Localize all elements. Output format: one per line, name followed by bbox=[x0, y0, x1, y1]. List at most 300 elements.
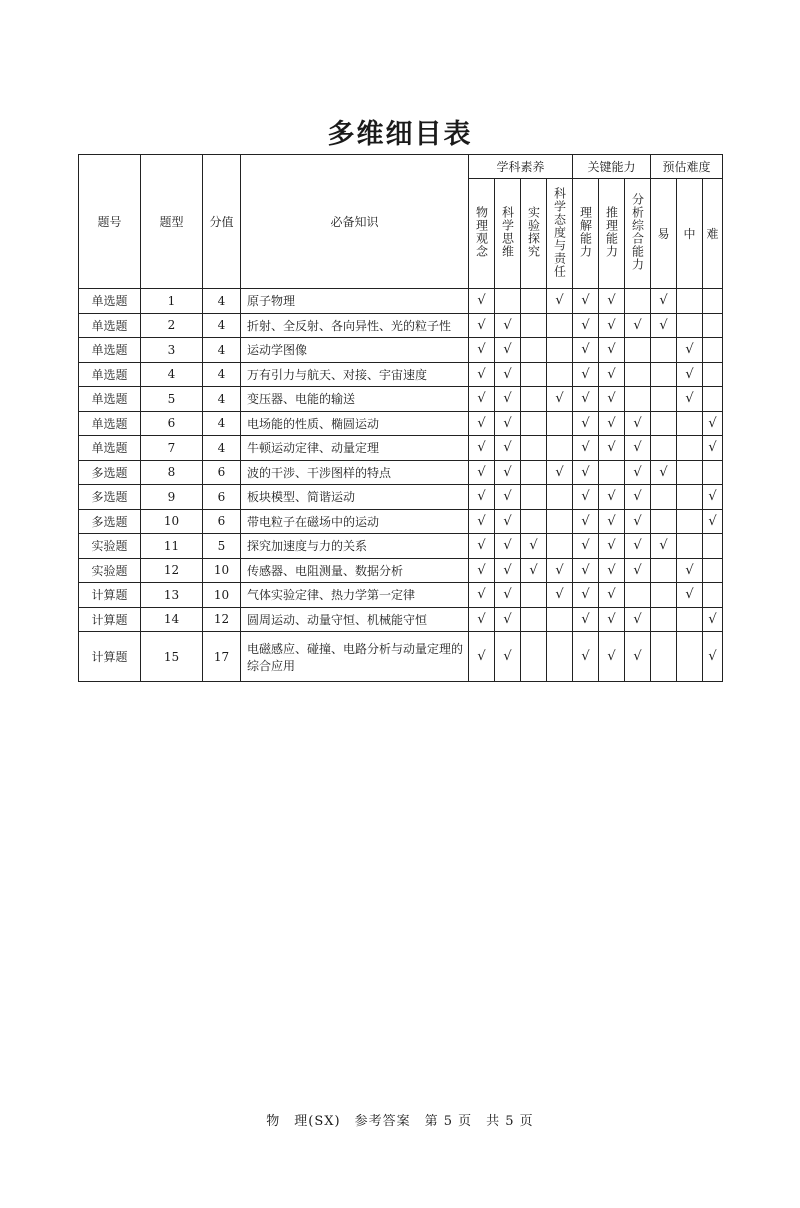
check-cell bbox=[469, 534, 495, 559]
question-number-cell: 7 bbox=[141, 436, 203, 461]
question-number-cell: 9 bbox=[141, 485, 203, 510]
check-mark: √ bbox=[477, 440, 486, 456]
check-cell bbox=[625, 534, 651, 559]
check-cell bbox=[521, 436, 547, 461]
check-cell bbox=[599, 485, 625, 510]
check-mark: √ bbox=[477, 489, 486, 505]
header-sub: 科学态度与责任 bbox=[547, 179, 573, 289]
check-cell bbox=[703, 558, 723, 583]
header-sub: 分析综合能力 bbox=[625, 179, 651, 289]
check-cell bbox=[547, 362, 573, 387]
score-cell: 4 bbox=[203, 338, 241, 363]
check-cell bbox=[703, 436, 723, 461]
question-type-cell: 多选题 bbox=[79, 485, 141, 510]
question-type-cell: 单选题 bbox=[79, 289, 141, 314]
check-cell bbox=[599, 387, 625, 412]
check-mark: √ bbox=[581, 317, 590, 333]
check-mark: √ bbox=[503, 415, 512, 431]
check-cell bbox=[625, 313, 651, 338]
check-cell bbox=[651, 313, 677, 338]
check-mark: √ bbox=[708, 415, 717, 431]
check-cell bbox=[469, 289, 495, 314]
check-cell bbox=[703, 632, 723, 682]
check-cell bbox=[677, 583, 703, 608]
knowledge-cell: 板块模型、简谐运动 bbox=[241, 485, 469, 510]
table-row bbox=[79, 485, 723, 510]
check-mark: √ bbox=[503, 587, 512, 603]
knowledge-cell: 传感器、电阻测量、数据分析 bbox=[241, 558, 469, 583]
score-cell: 4 bbox=[203, 289, 241, 314]
question-type-cell: 多选题 bbox=[79, 460, 141, 485]
check-cell bbox=[573, 485, 599, 510]
check-cell bbox=[573, 411, 599, 436]
check-cell bbox=[677, 632, 703, 682]
check-mark: √ bbox=[685, 391, 694, 407]
check-cell bbox=[573, 583, 599, 608]
check-cell bbox=[469, 362, 495, 387]
check-cell bbox=[547, 338, 573, 363]
check-mark: √ bbox=[503, 366, 512, 382]
check-mark: √ bbox=[607, 587, 616, 603]
check-cell bbox=[495, 607, 521, 632]
knowledge-cell: 原子物理 bbox=[241, 289, 469, 314]
question-number-cell: 13 bbox=[141, 583, 203, 608]
question-number-cell: 1 bbox=[141, 289, 203, 314]
specification-table bbox=[78, 154, 723, 682]
check-cell bbox=[495, 289, 521, 314]
check-cell bbox=[495, 509, 521, 534]
question-number-cell: 4 bbox=[141, 362, 203, 387]
question-type-cell: 多选题 bbox=[79, 509, 141, 534]
check-cell bbox=[521, 362, 547, 387]
score-cell: 4 bbox=[203, 411, 241, 436]
check-cell bbox=[521, 632, 547, 682]
check-cell bbox=[469, 387, 495, 412]
check-mark: √ bbox=[607, 513, 616, 529]
check-cell bbox=[703, 289, 723, 314]
check-cell bbox=[651, 387, 677, 412]
check-cell bbox=[651, 583, 677, 608]
knowledge-cell: 牛顿运动定律、动量定理 bbox=[241, 436, 469, 461]
knowledge-cell: 电场能的性质、椭圆运动 bbox=[241, 411, 469, 436]
check-mark: √ bbox=[581, 391, 590, 407]
check-cell bbox=[469, 607, 495, 632]
check-cell bbox=[677, 411, 703, 436]
check-mark: √ bbox=[503, 464, 512, 480]
check-mark: √ bbox=[477, 562, 486, 578]
check-cell bbox=[599, 534, 625, 559]
table-row bbox=[79, 632, 723, 682]
check-mark: √ bbox=[633, 440, 642, 456]
question-number-cell: 15 bbox=[141, 632, 203, 682]
check-cell bbox=[469, 509, 495, 534]
check-cell bbox=[625, 583, 651, 608]
check-cell bbox=[469, 411, 495, 436]
check-cell bbox=[547, 313, 573, 338]
check-cell bbox=[573, 338, 599, 363]
check-mark: √ bbox=[581, 415, 590, 431]
question-number-cell: 8 bbox=[141, 460, 203, 485]
check-mark: √ bbox=[607, 562, 616, 578]
check-mark: √ bbox=[708, 513, 717, 529]
check-cell bbox=[521, 387, 547, 412]
check-cell bbox=[469, 436, 495, 461]
check-cell bbox=[521, 485, 547, 510]
header-sub: 实验探究 bbox=[521, 179, 547, 289]
check-cell bbox=[677, 485, 703, 510]
check-cell bbox=[677, 313, 703, 338]
knowledge-cell: 折射、全反射、各向异性、光的粒子性 bbox=[241, 313, 469, 338]
check-cell bbox=[677, 509, 703, 534]
check-cell bbox=[521, 313, 547, 338]
check-cell bbox=[599, 362, 625, 387]
check-mark: √ bbox=[529, 538, 538, 554]
check-mark: √ bbox=[581, 562, 590, 578]
check-cell bbox=[573, 436, 599, 461]
check-mark: √ bbox=[503, 538, 512, 554]
check-mark: √ bbox=[708, 649, 717, 664]
check-cell bbox=[625, 436, 651, 461]
check-cell bbox=[573, 362, 599, 387]
check-mark: √ bbox=[555, 464, 564, 480]
check-mark: √ bbox=[477, 464, 486, 480]
check-cell bbox=[651, 485, 677, 510]
check-cell bbox=[469, 558, 495, 583]
header-number: 题号 bbox=[79, 155, 141, 289]
check-cell bbox=[703, 509, 723, 534]
check-mark: √ bbox=[581, 587, 590, 603]
check-cell bbox=[469, 485, 495, 510]
check-mark: √ bbox=[633, 489, 642, 505]
question-type-cell: 计算题 bbox=[79, 632, 141, 682]
check-cell bbox=[599, 509, 625, 534]
score-cell: 17 bbox=[203, 632, 241, 682]
check-cell bbox=[573, 607, 599, 632]
check-cell bbox=[677, 558, 703, 583]
check-cell bbox=[703, 362, 723, 387]
check-mark: √ bbox=[685, 587, 694, 603]
question-number-cell: 11 bbox=[141, 534, 203, 559]
check-cell bbox=[625, 632, 651, 682]
check-cell bbox=[495, 362, 521, 387]
check-mark: √ bbox=[633, 649, 642, 664]
check-cell bbox=[547, 460, 573, 485]
check-mark: √ bbox=[708, 611, 717, 627]
check-mark: √ bbox=[503, 342, 512, 358]
table-row bbox=[79, 509, 723, 534]
check-mark: √ bbox=[529, 562, 538, 578]
question-type-cell: 实验题 bbox=[79, 558, 141, 583]
check-cell bbox=[651, 607, 677, 632]
question-type-cell: 单选题 bbox=[79, 362, 141, 387]
check-mark: √ bbox=[555, 293, 564, 309]
check-cell bbox=[495, 460, 521, 485]
check-cell bbox=[703, 607, 723, 632]
check-cell bbox=[703, 460, 723, 485]
check-cell bbox=[677, 607, 703, 632]
check-cell bbox=[573, 289, 599, 314]
check-mark: √ bbox=[581, 513, 590, 529]
check-mark: √ bbox=[581, 538, 590, 554]
check-cell bbox=[521, 583, 547, 608]
check-mark: √ bbox=[708, 440, 717, 456]
check-cell bbox=[547, 387, 573, 412]
check-mark: √ bbox=[607, 415, 616, 431]
question-type-cell: 单选题 bbox=[79, 436, 141, 461]
check-mark: √ bbox=[659, 293, 668, 309]
score-cell: 4 bbox=[203, 362, 241, 387]
question-number-cell: 10 bbox=[141, 509, 203, 534]
check-cell bbox=[599, 436, 625, 461]
check-cell bbox=[651, 534, 677, 559]
check-cell bbox=[599, 313, 625, 338]
check-mark: √ bbox=[581, 611, 590, 627]
check-cell bbox=[573, 534, 599, 559]
header-score: 分值 bbox=[203, 155, 241, 289]
knowledge-cell: 万有引力与航天、对接、宇宙速度 bbox=[241, 362, 469, 387]
check-mark: √ bbox=[581, 649, 590, 664]
check-cell bbox=[521, 558, 547, 583]
check-cell bbox=[651, 509, 677, 534]
question-type-cell: 单选题 bbox=[79, 338, 141, 363]
check-cell bbox=[495, 411, 521, 436]
check-mark: √ bbox=[581, 440, 590, 456]
check-cell bbox=[573, 313, 599, 338]
check-cell bbox=[599, 289, 625, 314]
check-cell bbox=[703, 338, 723, 363]
check-cell bbox=[677, 534, 703, 559]
check-cell bbox=[573, 632, 599, 682]
check-cell bbox=[495, 534, 521, 559]
question-number-cell: 2 bbox=[141, 313, 203, 338]
check-cell bbox=[521, 289, 547, 314]
check-cell bbox=[625, 509, 651, 534]
check-cell bbox=[573, 460, 599, 485]
question-number-cell: 6 bbox=[141, 411, 203, 436]
check-cell bbox=[651, 289, 677, 314]
check-mark: √ bbox=[503, 611, 512, 627]
check-cell bbox=[677, 387, 703, 412]
check-mark: √ bbox=[607, 489, 616, 505]
check-mark: √ bbox=[607, 342, 616, 358]
header-sub: 难 bbox=[703, 179, 723, 289]
check-cell bbox=[469, 313, 495, 338]
check-cell bbox=[469, 338, 495, 363]
check-cell bbox=[599, 411, 625, 436]
check-mark: √ bbox=[685, 562, 694, 578]
check-cell bbox=[677, 436, 703, 461]
check-cell bbox=[547, 485, 573, 510]
check-cell bbox=[521, 534, 547, 559]
check-mark: √ bbox=[477, 317, 486, 333]
header-knowledge: 必备知识 bbox=[241, 155, 469, 289]
check-cell bbox=[495, 632, 521, 682]
check-cell bbox=[547, 607, 573, 632]
check-cell bbox=[599, 632, 625, 682]
check-mark: √ bbox=[581, 293, 590, 309]
score-cell: 4 bbox=[203, 436, 241, 461]
check-cell bbox=[651, 558, 677, 583]
header-type: 题型 bbox=[141, 155, 203, 289]
table-row bbox=[79, 534, 723, 559]
knowledge-cell: 带电粒子在磁场中的运动 bbox=[241, 509, 469, 534]
check-mark: √ bbox=[607, 366, 616, 382]
check-cell bbox=[495, 338, 521, 363]
check-mark: √ bbox=[633, 415, 642, 431]
check-mark: √ bbox=[477, 415, 486, 431]
check-cell bbox=[469, 460, 495, 485]
check-cell bbox=[599, 558, 625, 583]
check-cell bbox=[495, 558, 521, 583]
check-cell bbox=[495, 436, 521, 461]
header-sub: 科学思维 bbox=[495, 179, 521, 289]
knowledge-cell: 探究加速度与力的关系 bbox=[241, 534, 469, 559]
check-cell bbox=[677, 338, 703, 363]
header-group-literacy: 学科素养 bbox=[469, 155, 573, 179]
check-cell bbox=[495, 583, 521, 608]
question-type-cell: 计算题 bbox=[79, 583, 141, 608]
check-mark: √ bbox=[659, 464, 668, 480]
header-group-difficulty: 预估难度 bbox=[651, 155, 723, 179]
check-mark: √ bbox=[607, 293, 616, 309]
score-cell: 4 bbox=[203, 387, 241, 412]
header-sub: 中 bbox=[677, 179, 703, 289]
score-cell: 10 bbox=[203, 583, 241, 608]
check-mark: √ bbox=[503, 649, 512, 664]
check-mark: √ bbox=[555, 562, 564, 578]
check-mark: √ bbox=[685, 342, 694, 358]
check-mark: √ bbox=[633, 464, 642, 480]
check-cell bbox=[547, 632, 573, 682]
table-row bbox=[79, 436, 723, 461]
check-cell bbox=[521, 607, 547, 632]
check-mark: √ bbox=[607, 317, 616, 333]
header-sub: 推理能力 bbox=[599, 179, 625, 289]
check-cell bbox=[547, 534, 573, 559]
check-cell bbox=[703, 313, 723, 338]
check-mark: √ bbox=[477, 538, 486, 554]
check-cell bbox=[521, 338, 547, 363]
table-row bbox=[79, 313, 723, 338]
table-row bbox=[79, 558, 723, 583]
question-type-cell: 单选题 bbox=[79, 313, 141, 338]
table-row bbox=[79, 607, 723, 632]
table-row bbox=[79, 338, 723, 363]
check-cell bbox=[547, 289, 573, 314]
table-row bbox=[79, 460, 723, 485]
table-row bbox=[79, 387, 723, 412]
check-mark: √ bbox=[607, 391, 616, 407]
check-mark: √ bbox=[633, 317, 642, 333]
question-type-cell: 单选题 bbox=[79, 387, 141, 412]
check-mark: √ bbox=[555, 587, 564, 603]
check-mark: √ bbox=[503, 562, 512, 578]
check-mark: √ bbox=[633, 562, 642, 578]
table-row bbox=[79, 583, 723, 608]
check-cell bbox=[573, 509, 599, 534]
check-mark: √ bbox=[685, 366, 694, 382]
check-mark: √ bbox=[633, 513, 642, 529]
score-cell: 5 bbox=[203, 534, 241, 559]
check-mark: √ bbox=[607, 440, 616, 456]
check-cell bbox=[495, 387, 521, 412]
check-cell bbox=[625, 338, 651, 363]
score-cell: 10 bbox=[203, 558, 241, 583]
check-mark: √ bbox=[477, 611, 486, 627]
check-cell bbox=[651, 411, 677, 436]
check-cell bbox=[703, 485, 723, 510]
check-cell bbox=[495, 313, 521, 338]
table-row bbox=[79, 362, 723, 387]
check-cell bbox=[651, 460, 677, 485]
check-mark: √ bbox=[477, 342, 486, 358]
check-mark: √ bbox=[708, 489, 717, 505]
header-sub: 易 bbox=[651, 179, 677, 289]
check-mark: √ bbox=[607, 649, 616, 664]
check-cell bbox=[651, 338, 677, 363]
check-cell bbox=[547, 436, 573, 461]
table-row bbox=[79, 411, 723, 436]
check-cell bbox=[625, 485, 651, 510]
check-cell bbox=[677, 362, 703, 387]
check-mark: √ bbox=[477, 587, 486, 603]
table-row bbox=[79, 289, 723, 314]
question-type-cell: 计算题 bbox=[79, 607, 141, 632]
header-sub: 理解能力 bbox=[573, 179, 599, 289]
check-mark: √ bbox=[477, 513, 486, 529]
check-cell bbox=[625, 289, 651, 314]
check-cell bbox=[651, 436, 677, 461]
check-cell bbox=[547, 509, 573, 534]
check-mark: √ bbox=[503, 391, 512, 407]
check-cell bbox=[625, 411, 651, 436]
check-mark: √ bbox=[503, 513, 512, 529]
check-mark: √ bbox=[633, 538, 642, 554]
check-cell bbox=[625, 460, 651, 485]
check-mark: √ bbox=[477, 366, 486, 382]
check-mark: √ bbox=[477, 391, 486, 407]
knowledge-cell: 圆周运动、动量守恒、机械能守恒 bbox=[241, 607, 469, 632]
check-mark: √ bbox=[607, 538, 616, 554]
question-number-cell: 12 bbox=[141, 558, 203, 583]
check-cell bbox=[521, 509, 547, 534]
check-cell bbox=[573, 387, 599, 412]
check-mark: √ bbox=[581, 342, 590, 358]
knowledge-cell: 电磁感应、碰撞、电路分析与动量定理的综合应用 bbox=[241, 632, 469, 682]
page-footer: 物 理(SX) 参考答案 第 5 页 共 5 页 bbox=[266, 1114, 534, 1129]
check-mark: √ bbox=[581, 366, 590, 382]
question-type-cell: 实验题 bbox=[79, 534, 141, 559]
check-cell bbox=[625, 387, 651, 412]
check-cell bbox=[703, 387, 723, 412]
question-type-cell: 单选题 bbox=[79, 411, 141, 436]
check-mark: √ bbox=[477, 649, 486, 664]
page-title: 多维细目表 bbox=[327, 119, 473, 150]
check-mark: √ bbox=[659, 538, 668, 554]
header-group-ability: 关键能力 bbox=[573, 155, 651, 179]
knowledge-cell: 运动学图像 bbox=[241, 338, 469, 363]
question-number-cell: 14 bbox=[141, 607, 203, 632]
check-cell bbox=[547, 583, 573, 608]
check-mark: √ bbox=[659, 317, 668, 333]
score-cell: 6 bbox=[203, 460, 241, 485]
check-cell bbox=[599, 583, 625, 608]
check-mark: √ bbox=[555, 391, 564, 407]
check-cell bbox=[521, 460, 547, 485]
check-cell bbox=[521, 411, 547, 436]
check-mark: √ bbox=[581, 464, 590, 480]
check-mark: √ bbox=[503, 440, 512, 456]
